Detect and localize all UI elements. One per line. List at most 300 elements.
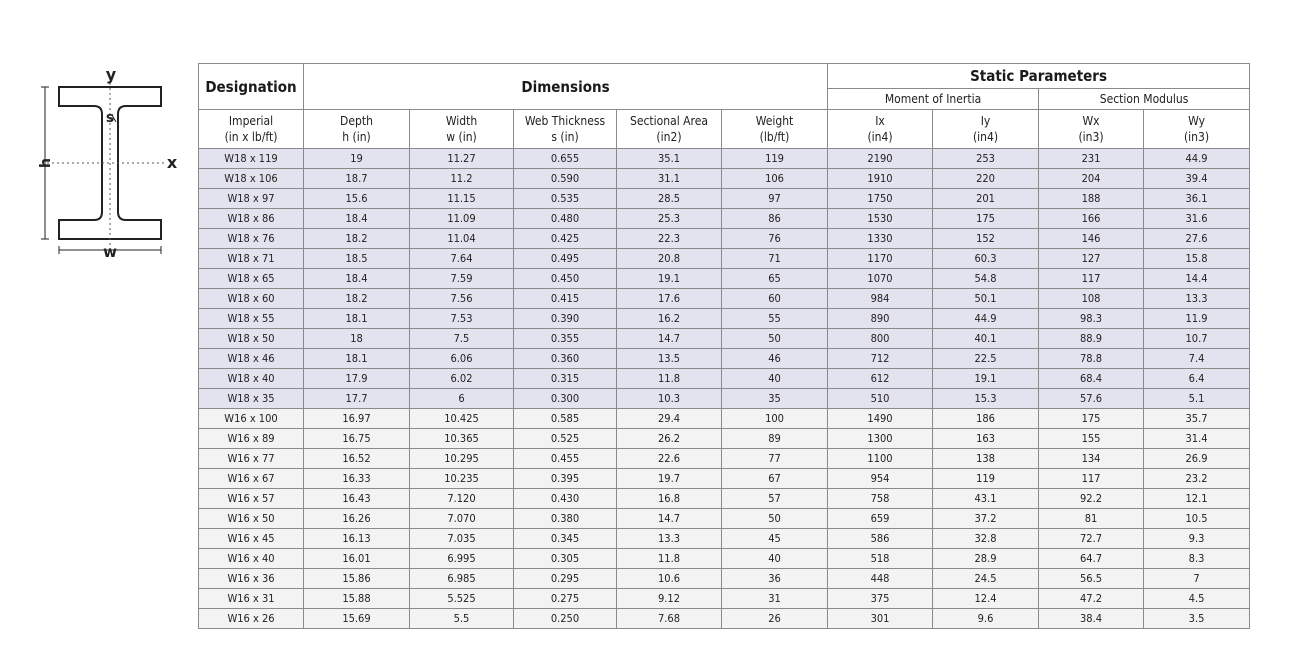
value-cell: 50 — [722, 509, 828, 529]
table-row — [199, 429, 1250, 449]
beam-properties-table — [198, 63, 1250, 629]
value-cell: 26.9 — [1144, 449, 1250, 469]
value-cell: 1100 — [828, 449, 933, 469]
value-cell: 40 — [722, 369, 828, 389]
designation-cell: W16 x 45 — [199, 529, 304, 549]
value-cell: 7.070 — [410, 509, 514, 529]
section-modulus-header: Section Modulus — [1039, 89, 1250, 110]
value-cell: 98.3 — [1039, 309, 1144, 329]
table-row — [199, 309, 1250, 329]
value-cell: 17.7 — [304, 389, 410, 409]
value-cell: 0.590 — [514, 169, 617, 189]
table-row — [199, 489, 1250, 509]
value-cell: 301 — [828, 609, 933, 629]
value-cell: 86 — [722, 209, 828, 229]
table-body — [199, 149, 1250, 629]
value-cell: 88.9 — [1039, 329, 1144, 349]
column-header — [722, 110, 828, 149]
value-cell: 97 — [722, 189, 828, 209]
table-row — [199, 409, 1250, 429]
value-cell: 14.4 — [1144, 269, 1250, 289]
value-cell: 19.7 — [617, 469, 722, 489]
table-row — [199, 529, 1250, 549]
value-cell: 0.495 — [514, 249, 617, 269]
value-cell: 36 — [722, 569, 828, 589]
value-cell: 6.995 — [410, 549, 514, 569]
value-cell: 1910 — [828, 169, 933, 189]
value-cell: 9.3 — [1144, 529, 1250, 549]
column-header — [514, 110, 617, 149]
value-cell: 0.415 — [514, 289, 617, 309]
value-cell: 13.3 — [617, 529, 722, 549]
value-cell: 46 — [722, 349, 828, 369]
column-header-name: Width — [445, 114, 478, 128]
value-cell: 43.1 — [933, 489, 1039, 509]
value-cell: 106 — [722, 169, 828, 189]
moment-of-inertia-header: Moment of Inertia — [828, 89, 1039, 110]
value-cell: 67 — [722, 469, 828, 489]
value-cell: 10.6 — [617, 569, 722, 589]
value-cell: 186 — [933, 409, 1039, 429]
column-header-unit: (in4) — [867, 130, 893, 144]
value-cell: 29.4 — [617, 409, 722, 429]
column-header-unit: h (in) — [342, 130, 371, 144]
value-cell: 10.5 — [1144, 509, 1250, 529]
column-header-unit: (in3) — [1183, 130, 1210, 144]
value-cell: 146 — [1039, 229, 1144, 249]
table-row — [199, 369, 1250, 389]
table-row — [199, 609, 1250, 629]
value-cell: 7.64 — [410, 249, 514, 269]
table-row — [199, 389, 1250, 409]
value-cell: 71 — [722, 249, 828, 269]
value-cell: 44.9 — [933, 309, 1039, 329]
column-header-name: Iy — [980, 114, 991, 128]
value-cell: 7.56 — [410, 289, 514, 309]
value-cell: 15.88 — [304, 589, 410, 609]
designation-cell: W18 x 106 — [199, 169, 304, 189]
value-cell: 0.655 — [514, 149, 617, 169]
value-cell: 47.2 — [1039, 589, 1144, 609]
value-cell: 166 — [1039, 209, 1144, 229]
value-cell: 518 — [828, 549, 933, 569]
value-cell: 155 — [1039, 429, 1144, 449]
value-cell: 0.305 — [514, 549, 617, 569]
value-cell: 19.1 — [617, 269, 722, 289]
value-cell: 9.6 — [933, 609, 1039, 629]
width-label: w — [103, 243, 117, 261]
designation-cell: W16 x 89 — [199, 429, 304, 449]
value-cell: 188 — [1039, 189, 1144, 209]
height-label: h — [38, 158, 54, 168]
value-cell: 10.235 — [410, 469, 514, 489]
value-cell: 0.455 — [514, 449, 617, 469]
column-header — [304, 110, 410, 149]
value-cell: 204 — [1039, 169, 1144, 189]
value-cell: 586 — [828, 529, 933, 549]
value-cell: 54.8 — [933, 269, 1039, 289]
value-cell: 16.26 — [304, 509, 410, 529]
value-cell: 119 — [722, 149, 828, 169]
value-cell: 7.120 — [410, 489, 514, 509]
table-row — [199, 509, 1250, 529]
value-cell: 19 — [304, 149, 410, 169]
value-cell: 7 — [1144, 569, 1250, 589]
designation-cell: W16 x 67 — [199, 469, 304, 489]
table-row — [199, 169, 1250, 189]
value-cell: 15.3 — [933, 389, 1039, 409]
value-cell: 5.5 — [410, 609, 514, 629]
value-cell: 57.6 — [1039, 389, 1144, 409]
value-cell: 7.68 — [617, 609, 722, 629]
value-cell: 22.5 — [933, 349, 1039, 369]
value-cell: 448 — [828, 569, 933, 589]
value-cell: 40.1 — [933, 329, 1039, 349]
value-cell: 11.9 — [1144, 309, 1250, 329]
value-cell: 18.2 — [304, 289, 410, 309]
column-header — [617, 110, 722, 149]
value-cell: 175 — [933, 209, 1039, 229]
value-cell: 7.035 — [410, 529, 514, 549]
table-row — [199, 549, 1250, 569]
value-cell: 89 — [722, 429, 828, 449]
value-cell: 40 — [722, 549, 828, 569]
designation-header: Designation — [199, 64, 304, 110]
table-row — [199, 269, 1250, 289]
value-cell: 36.1 — [1144, 189, 1250, 209]
table-row — [199, 469, 1250, 489]
value-cell: 25.3 — [617, 209, 722, 229]
column-header-name: Web Thickness — [524, 114, 606, 128]
value-cell: 13.3 — [1144, 289, 1250, 309]
value-cell: 50.1 — [933, 289, 1039, 309]
value-cell: 2190 — [828, 149, 933, 169]
value-cell: 890 — [828, 309, 933, 329]
value-cell: 6 — [410, 389, 514, 409]
value-cell: 24.5 — [933, 569, 1039, 589]
designation-cell: W18 x 55 — [199, 309, 304, 329]
value-cell: 659 — [828, 509, 933, 529]
value-cell: 18.1 — [304, 349, 410, 369]
value-cell: 19.1 — [933, 369, 1039, 389]
column-header-name: Imperial — [228, 114, 274, 128]
value-cell: 11.15 — [410, 189, 514, 209]
value-cell: 56.5 — [1039, 569, 1144, 589]
value-cell: 11.27 — [410, 149, 514, 169]
designation-cell: W18 x 40 — [199, 369, 304, 389]
value-cell: 20.8 — [617, 249, 722, 269]
designation-cell: W16 x 26 — [199, 609, 304, 629]
value-cell: 134 — [1039, 449, 1144, 469]
value-cell: 15.6 — [304, 189, 410, 209]
column-header-name: Ix — [875, 114, 885, 128]
value-cell: 65 — [722, 269, 828, 289]
value-cell: 7.5 — [410, 329, 514, 349]
value-cell: 28.5 — [617, 189, 722, 209]
value-cell: 5.1 — [1144, 389, 1250, 409]
value-cell: 0.315 — [514, 369, 617, 389]
dimensions-header: Dimensions — [304, 64, 828, 110]
value-cell: 0.450 — [514, 269, 617, 289]
value-cell: 44.9 — [1144, 149, 1250, 169]
value-cell: 119 — [933, 469, 1039, 489]
value-cell: 13.5 — [617, 349, 722, 369]
value-cell: 9.12 — [617, 589, 722, 609]
value-cell: 11.8 — [617, 549, 722, 569]
value-cell: 16.2 — [617, 309, 722, 329]
column-header-unit: s (in) — [551, 130, 579, 144]
value-cell: 16.52 — [304, 449, 410, 469]
value-cell: 50 — [722, 329, 828, 349]
designation-cell: W18 x 46 — [199, 349, 304, 369]
value-cell: 81 — [1039, 509, 1144, 529]
value-cell: 38.4 — [1039, 609, 1144, 629]
value-cell: 76 — [722, 229, 828, 249]
table-row — [199, 249, 1250, 269]
value-cell: 31.4 — [1144, 429, 1250, 449]
table-row — [199, 329, 1250, 349]
table-row — [199, 569, 1250, 589]
designation-cell: W18 x 71 — [199, 249, 304, 269]
value-cell: 984 — [828, 289, 933, 309]
value-cell: 7.53 — [410, 309, 514, 329]
value-cell: 18.1 — [304, 309, 410, 329]
value-cell: 78.8 — [1039, 349, 1144, 369]
value-cell: 15.8 — [1144, 249, 1250, 269]
designation-cell: W18 x 65 — [199, 269, 304, 289]
column-header-unit: (in x lb/ft) — [224, 130, 278, 144]
value-cell: 17.9 — [304, 369, 410, 389]
value-cell: 375 — [828, 589, 933, 609]
value-cell: 5.525 — [410, 589, 514, 609]
value-cell: 18.2 — [304, 229, 410, 249]
web-thickness-label: s — [105, 110, 115, 126]
column-header-name: Sectional Area — [630, 114, 708, 128]
value-cell: 68.4 — [1039, 369, 1144, 389]
table-row — [199, 449, 1250, 469]
table-row — [199, 229, 1250, 249]
value-cell: 3.5 — [1144, 609, 1250, 629]
value-cell: 23.2 — [1144, 469, 1250, 489]
value-cell: 16.75 — [304, 429, 410, 449]
value-cell: 55 — [722, 309, 828, 329]
value-cell: 0.360 — [514, 349, 617, 369]
y-axis-label: y — [105, 65, 117, 84]
value-cell: 0.355 — [514, 329, 617, 349]
value-cell: 6.985 — [410, 569, 514, 589]
value-cell: 1070 — [828, 269, 933, 289]
value-cell: 16.43 — [304, 489, 410, 509]
value-cell: 4.5 — [1144, 589, 1250, 609]
value-cell: 60 — [722, 289, 828, 309]
value-cell: 1750 — [828, 189, 933, 209]
column-header-name: Depth — [340, 114, 373, 128]
table-row — [199, 349, 1250, 369]
designation-cell: W18 x 50 — [199, 329, 304, 349]
i-beam-section-diagram — [28, 60, 188, 270]
value-cell: 0.250 — [514, 609, 617, 629]
table-row — [199, 289, 1250, 309]
value-cell: 31.1 — [617, 169, 722, 189]
designation-cell: W18 x 60 — [199, 289, 304, 309]
value-cell: 32.8 — [933, 529, 1039, 549]
column-header — [199, 110, 304, 149]
value-cell: 0.430 — [514, 489, 617, 509]
designation-cell: W16 x 50 — [199, 509, 304, 529]
value-cell: 1530 — [828, 209, 933, 229]
value-cell: 60.3 — [933, 249, 1039, 269]
designation-cell: W16 x 31 — [199, 589, 304, 609]
x-axis-label: x — [166, 153, 178, 172]
column-header — [1144, 110, 1250, 149]
designation-cell: W18 x 76 — [199, 229, 304, 249]
value-cell: 31 — [722, 589, 828, 609]
value-cell: 28.9 — [933, 549, 1039, 569]
table-row — [199, 149, 1250, 169]
value-cell: 6.4 — [1144, 369, 1250, 389]
value-cell: 175 — [1039, 409, 1144, 429]
value-cell: 14.7 — [617, 329, 722, 349]
value-cell: 37.2 — [933, 509, 1039, 529]
value-cell: 163 — [933, 429, 1039, 449]
value-cell: 10.3 — [617, 389, 722, 409]
value-cell: 510 — [828, 389, 933, 409]
value-cell: 11.8 — [617, 369, 722, 389]
value-cell: 11.2 — [410, 169, 514, 189]
column-header-unit: (in2) — [656, 130, 682, 144]
value-cell: 712 — [828, 349, 933, 369]
designation-cell: W18 x 97 — [199, 189, 304, 209]
value-cell: 7.59 — [410, 269, 514, 289]
value-cell: 22.6 — [617, 449, 722, 469]
value-cell: 18 — [304, 329, 410, 349]
designation-cell: W18 x 119 — [199, 149, 304, 169]
value-cell: 11.09 — [410, 209, 514, 229]
value-cell: 0.390 — [514, 309, 617, 329]
value-cell: 6.02 — [410, 369, 514, 389]
value-cell: 12.4 — [933, 589, 1039, 609]
designation-cell: W16 x 40 — [199, 549, 304, 569]
value-cell: 152 — [933, 229, 1039, 249]
designation-cell: W18 x 35 — [199, 389, 304, 409]
value-cell: 10.425 — [410, 409, 514, 429]
value-cell: 11.04 — [410, 229, 514, 249]
table-row — [199, 189, 1250, 209]
value-cell: 758 — [828, 489, 933, 509]
value-cell: 800 — [828, 329, 933, 349]
column-header — [828, 110, 933, 149]
value-cell: 18.4 — [304, 269, 410, 289]
value-cell: 612 — [828, 369, 933, 389]
value-cell: 117 — [1039, 469, 1144, 489]
value-cell: 92.2 — [1039, 489, 1144, 509]
column-header-name: Weight — [755, 114, 794, 128]
value-cell: 1170 — [828, 249, 933, 269]
value-cell: 39.4 — [1144, 169, 1250, 189]
value-cell: 8.3 — [1144, 549, 1250, 569]
column-header-unit: (in4) — [972, 130, 999, 144]
value-cell: 117 — [1039, 269, 1144, 289]
value-cell: 10.295 — [410, 449, 514, 469]
column-header — [933, 110, 1039, 149]
value-cell: 35 — [722, 389, 828, 409]
static-parameters-header: Static Parameters — [828, 64, 1250, 89]
value-cell: 14.7 — [617, 509, 722, 529]
value-cell: 231 — [1039, 149, 1144, 169]
designation-cell: W16 x 100 — [199, 409, 304, 429]
column-header — [410, 110, 514, 149]
column-header — [1039, 110, 1144, 149]
value-cell: 16.01 — [304, 549, 410, 569]
value-cell: 72.7 — [1039, 529, 1144, 549]
value-cell: 64.7 — [1039, 549, 1144, 569]
column-header-unit: w (in) — [446, 130, 477, 144]
value-cell: 1300 — [828, 429, 933, 449]
value-cell: 77 — [722, 449, 828, 469]
value-cell: 16.13 — [304, 529, 410, 549]
value-cell: 16.33 — [304, 469, 410, 489]
value-cell: 0.395 — [514, 469, 617, 489]
value-cell: 57 — [722, 489, 828, 509]
value-cell: 1330 — [828, 229, 933, 249]
value-cell: 10.7 — [1144, 329, 1250, 349]
value-cell: 127 — [1039, 249, 1144, 269]
value-cell: 18.7 — [304, 169, 410, 189]
value-cell: 18.5 — [304, 249, 410, 269]
value-cell: 10.365 — [410, 429, 514, 449]
value-cell: 138 — [933, 449, 1039, 469]
designation-cell: W18 x 86 — [199, 209, 304, 229]
value-cell: 0.345 — [514, 529, 617, 549]
column-header-unit: (lb/ft) — [759, 130, 790, 144]
value-cell: 0.480 — [514, 209, 617, 229]
value-cell: 253 — [933, 149, 1039, 169]
value-cell: 0.295 — [514, 569, 617, 589]
value-cell: 16.8 — [617, 489, 722, 509]
value-cell: 31.6 — [1144, 209, 1250, 229]
value-cell: 35.1 — [617, 149, 722, 169]
designation-cell: W16 x 77 — [199, 449, 304, 469]
value-cell: 0.425 — [514, 229, 617, 249]
value-cell: 0.275 — [514, 589, 617, 609]
designation-cell: W16 x 36 — [199, 569, 304, 589]
value-cell: 0.525 — [514, 429, 617, 449]
value-cell: 15.69 — [304, 609, 410, 629]
column-header-name: Wx — [1082, 114, 1100, 128]
value-cell: 201 — [933, 189, 1039, 209]
designation-cell: W16 x 57 — [199, 489, 304, 509]
value-cell: 12.1 — [1144, 489, 1250, 509]
value-cell: 6.06 — [410, 349, 514, 369]
value-cell: 27.6 — [1144, 229, 1250, 249]
value-cell: 17.6 — [617, 289, 722, 309]
value-cell: 100 — [722, 409, 828, 429]
table-row — [199, 589, 1250, 609]
value-cell: 0.300 — [514, 389, 617, 409]
value-cell: 16.97 — [304, 409, 410, 429]
column-header-row — [199, 110, 1250, 149]
value-cell: 0.585 — [514, 409, 617, 429]
table-row — [199, 209, 1250, 229]
value-cell: 954 — [828, 469, 933, 489]
value-cell: 108 — [1039, 289, 1144, 309]
value-cell: 45 — [722, 529, 828, 549]
value-cell: 220 — [933, 169, 1039, 189]
value-cell: 7.4 — [1144, 349, 1250, 369]
value-cell: 26 — [722, 609, 828, 629]
value-cell: 1490 — [828, 409, 933, 429]
value-cell: 0.535 — [514, 189, 617, 209]
